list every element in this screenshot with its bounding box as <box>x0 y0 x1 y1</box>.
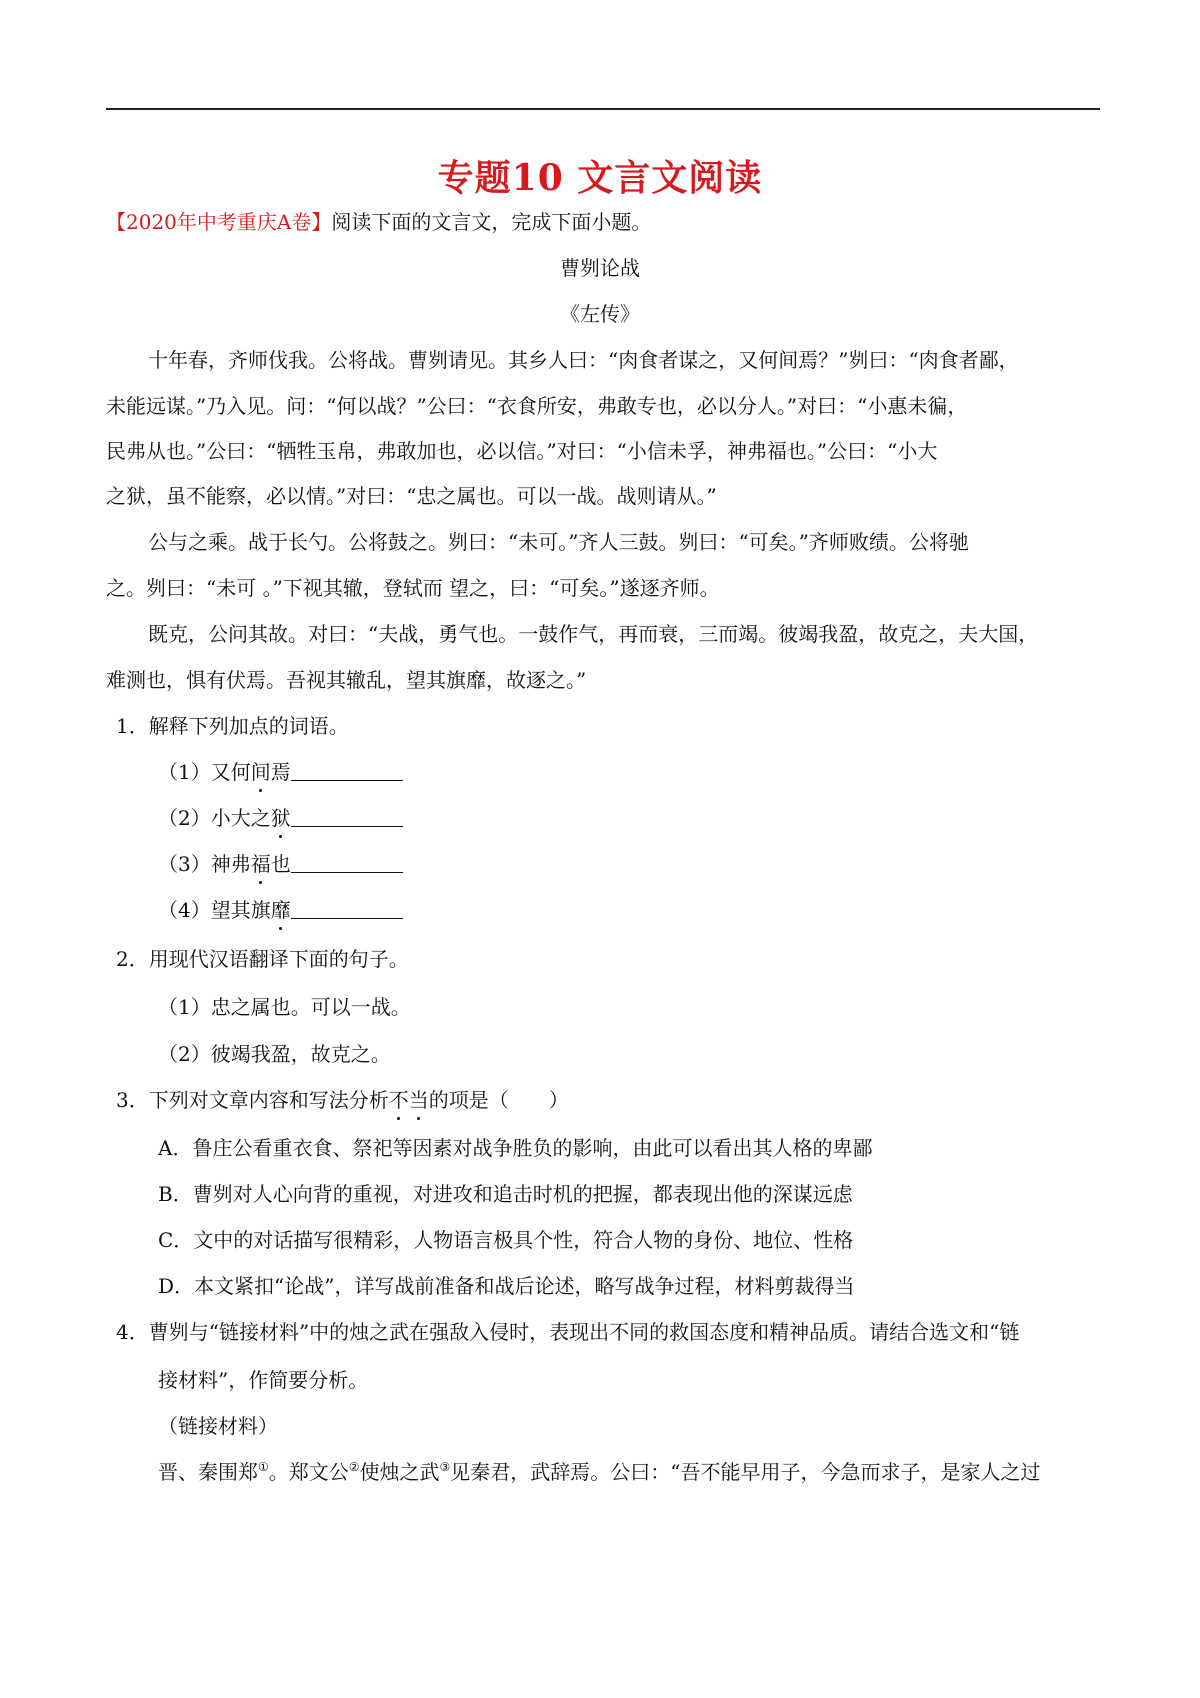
q1-stem: 1．解释下列加点的词语。 <box>116 714 349 738</box>
q2-item-1: （1）忠之属也。可以一战。 <box>158 995 411 1019</box>
q1-item-text: 小大之 <box>210 806 271 830</box>
passage-line-1: 十年春，齐师伐我。公将战。曹刿请见。其乡人曰：“肉食者谋之，又何间焉？”刿曰：“肉食者鄙， <box>148 348 1019 372</box>
passage-line-8: 难测也，惧有伏焉。吾视其辙乱，望其旗靡，故逐之。” <box>106 668 587 692</box>
passage-line-4: 之狱，虽不能察，必以情。”对曰：“忠之属也。可以一战。战则请从。” <box>106 484 717 508</box>
q1-item-text: 又何 <box>210 760 251 784</box>
q1-item-text: 也 <box>270 852 291 876</box>
footnote-marker: ① <box>258 1460 269 1474</box>
q1-item-text: 焉 <box>270 760 291 784</box>
page-title: 专题10 文言文阅读 <box>437 157 763 199</box>
q3-option-c: C．文中的对话描写很精彩，人物语言极具个性，符合人物的身份、地位、性格 <box>158 1228 854 1252</box>
q3-stem-text: 3．下列对文章内容和写法分析 <box>116 1088 389 1112</box>
footnote-marker: ② <box>348 1460 360 1474</box>
dotted-word: 不 <box>388 1088 409 1112</box>
material-text <box>158 1458 1041 1486</box>
q3-option-d: D．本文紧扣“论战”，详写战前准备和战后论述，略写战争过程，材料剪裁得当 <box>158 1274 855 1298</box>
dotted-word: 靡 <box>270 898 291 922</box>
answer-blank[interactable] <box>291 852 403 873</box>
answer-blank[interactable] <box>291 898 403 919</box>
passage-line-5: 公与之乘。战于长勺。公将鼓之。刿曰：“未可。”齐人三鼓。刿曰：“可矣。”齐师败绩。公将驰 <box>148 530 969 554</box>
dotted-word: 当 <box>408 1088 429 1112</box>
passage-line-2: 未能远谋。”乃入见。问：“何以战？”公曰：“衣食所安，弗敢专也，必以分人。”对曰：“小惠未徧， <box>106 394 968 418</box>
material-text-part: 见秦君，武辞焉。公曰：“吾不能早用子，今急而求子，是家人之过 <box>450 1460 1041 1484</box>
intro-instruction: 阅读下面的文言文，完成下面小题。 <box>331 210 652 234</box>
q1-item-1 <box>158 758 403 786</box>
q1-item-number: （4） <box>158 898 211 922</box>
dotted-word: 福 <box>250 852 271 876</box>
q3-stem <box>116 1086 569 1114</box>
footnote-marker: ③ <box>439 1460 451 1474</box>
intro-line <box>106 208 651 236</box>
q1-item-3 <box>158 850 403 878</box>
material-text-part: 晋、秦围郑 <box>158 1460 258 1484</box>
dotted-word: 狱 <box>270 806 291 830</box>
passage-title: 曹刿论战 <box>560 256 640 280</box>
answer-blank[interactable] <box>291 760 403 781</box>
q3-option-a: A．鲁庄公看重衣食、祭祀等因素对战争胜负的影响，由此可以看出其人格的卑鄙 <box>158 1136 873 1160</box>
q2-stem: 2．用现代汉语翻译下面的句子。 <box>116 947 409 971</box>
passage-author: 《左传》 <box>560 302 640 326</box>
q4-stem-line-2: 接材料”，作简要分析。 <box>158 1368 369 1392</box>
header-rule <box>106 108 1100 110</box>
q1-item-text: 望其旗 <box>210 898 271 922</box>
q1-item-number: （1） <box>158 760 211 784</box>
q2-item-2: （2）彼竭我盈，故克之。 <box>158 1042 391 1066</box>
material-text-part: 使烛之武 <box>359 1460 440 1484</box>
material-label: （链接材料） <box>158 1414 278 1438</box>
answer-blank[interactable] <box>291 806 403 827</box>
q1-item-4 <box>158 896 403 924</box>
q3-stem-text: 的项是（ ） <box>428 1088 569 1112</box>
q4-stem-line-1: 4．曹刿与“链接材料”中的烛之武在强敌入侵时，表现出不同的救国态度和精神品质。请结合选文和“链 <box>116 1320 1020 1344</box>
q1-item-number: （2） <box>158 806 211 830</box>
material-text-part: 。郑文公 <box>268 1460 349 1484</box>
passage-line-6: 之。刿曰：“未可 。”下视其辙，登轼而 望之，曰：“可矣。”遂逐齐师。 <box>106 576 720 600</box>
q1-item-text: 神弗 <box>210 852 251 876</box>
q1-item-number: （3） <box>158 852 211 876</box>
source-tag: 【2020年中考重庆A卷】 <box>106 210 332 234</box>
passage-line-7: 既克，公问其故。对曰：“夫战，勇气也。一鼓作气，再而衰，三而竭。彼竭我盈，故克之，夫大国， <box>148 622 1039 646</box>
passage-line-3: 民弗从也。”公曰：“牺牲玉帛，弗敢加也，必以信。”对曰：“小信未孚，神弗福也。”公曰：“小大 <box>106 439 938 463</box>
q3-option-b: B．曹刿对人心向背的重视，对进攻和追击时机的把握，都表现出他的深谋远虑 <box>158 1182 853 1206</box>
dotted-word: 间 <box>250 760 271 784</box>
q1-item-2 <box>158 804 403 832</box>
